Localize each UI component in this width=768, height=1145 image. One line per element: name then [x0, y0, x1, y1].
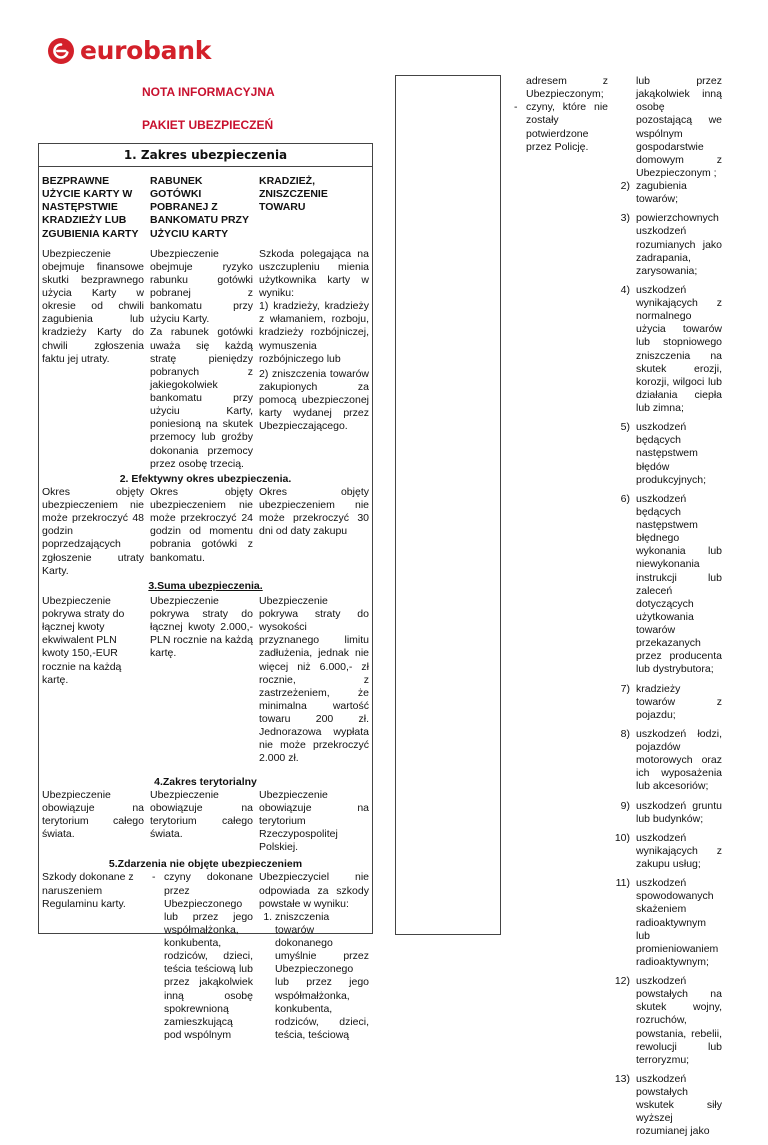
section4-col2: Ubezpieczenie obowiązuje na terytorium całego świata. [150, 788, 253, 840]
section5-col3-item: 1. zniszczenia towarów dokonanego umyślnie przez Ubezpieczonego lub przez jego współmałżonka, konkubenta, rodziców, dzieci, teścia, teściową [275, 911, 369, 1042]
exclusion-item: 13) uszkodzeń powstałych wskutek siły wyższej rozumianej jako [614, 1072, 722, 1138]
section1-col3-c: 2) zniszczenia towarów zakupionych za pomocą ubezpieczonej karty wydanej przez Ubezpieczającego. [259, 367, 369, 433]
middle-column-frame [395, 75, 501, 935]
exclusion-item: 5) uszkodzeń będących następstwem błędów produkcyjnych; [620, 421, 707, 486]
section1-headers [39, 175, 372, 241]
header-atm-robbery: RABUNEK GOTÓWKI POBRANEJ Z BANKOMATU PRZY UŻYCIU KARTY [150, 175, 249, 240]
section1-title: 1. Zakres ubezpieczenia [39, 144, 372, 167]
section3-title: 3.Suma ubezpieczenia. [148, 579, 263, 592]
section5-col1: Szkody dokonane z naruszeniem Regulaminu karty. [42, 871, 134, 910]
section3-col1: Ubezpieczenie pokrywa straty do łącznej kwoty ekwiwalent PLN kwoty 150,-EUR rocznie na każdą kartę. [42, 594, 125, 686]
exclusion-item: 10) uszkodzeń wynikających z zakupu usług; [614, 831, 722, 870]
section3-col2: Ubezpieczenie pokrywa straty do łącznej kwoty 2.000,- PLN rocznie na każdą kartę. [150, 594, 253, 660]
section3-col3: Ubezpieczenie pokrywa straty do wysokości przyznanego limitu zadłużenia, jednak nie więcej niż 6.000,- zł rocznie, z zastrzeżeniem, że minimalna wartość towaru 200 zł. Jednorazowa wypłata nie może przekroczyć 2.000 zł. [259, 594, 369, 765]
exclusion-item: 9) uszkodzeń gruntu lub budynków; [620, 799, 722, 825]
exclusion-item: 7) kradzieży towarów z pojazdu; [620, 682, 722, 721]
section1-col2-a: Ubezpieczenie obejmuje ryzyko rabunku gotówki pobranej z bankomatu przy użyciu Karty. [150, 247, 253, 326]
section2-body [39, 486, 372, 578]
right-a-list [512, 101, 608, 154]
right-b-continuation: lub przez jakąkolwiek inną osobę pozostającą we wspólnym gospodarstwie domowym z Ubezpieczonym ; [636, 75, 722, 179]
logo-text: eurobank [80, 36, 212, 65]
section1-col3-a: Szkoda polegająca na uszczupleniu mienia użytkownika karty w wyniku: [259, 247, 369, 299]
section2-title: 2. Efektywny okres ubezpieczenia. [119, 472, 292, 485]
section5-col2-item: - czyny dokonane przez Ubezpieczonego lub przez jego współmałżonka, konkubenta, rodziców, dzieci, teścia teściową lub przez jakąkolwiek inną osobę spokrewnioną zamieszkującą pod wspólnym [164, 871, 253, 1042]
section1-col1: Ubezpieczenie obejmuje finansowe skutki bezprawnego użycia Karty w okresie od chwili zagubienia lub kradzieży Karty do chwili zgłoszenia faktu jej utraty. [42, 247, 144, 365]
eurobank-logo [48, 35, 211, 66]
section1-body [39, 248, 372, 471]
section4-body [39, 789, 372, 855]
eurobank-logo-icon [48, 38, 74, 64]
right-a-item: - czyny, które nie zostały potwierdzone przez Policję. [526, 101, 608, 154]
section1-col3 [256, 248, 372, 471]
header-goods-theft: KRADZIEŻ, ZNISZCZENIE TOWARU [259, 175, 328, 214]
right-a-continuation: adresem z Ubezpieczonym; [526, 75, 608, 101]
section4-title: 4.Zakres terytorialny [154, 775, 257, 788]
insurance-table [38, 143, 373, 1041]
section5-col2 [147, 871, 256, 1042]
section1-col2 [147, 248, 256, 471]
exclusions-list [612, 180, 722, 1139]
right-column-b [612, 75, 722, 1145]
section3-body [39, 595, 372, 766]
exclusion-item: 12) uszkodzeń powstałych na skutek wojny, rozruchów, powstania, rebelii, rewolucji lub terroryzmu; [614, 975, 722, 1066]
section1-col2-b: Za rabunek gotówki uważa się każdą stratę pieniędzy pobranych z jakiegokolwiek bankomatu przy użyciu Karty, poniesioną na skutek przemocy lub groźby dokonania przemocy przez osobę trzecią. [150, 326, 253, 470]
section5-col3 [256, 871, 372, 1042]
section5-col3-intro: Ubezpieczyciel nie odpowiada za szkody powstałe w wyniku: [259, 871, 369, 910]
exclusion-item: 2) zagubienia towarów; [620, 180, 687, 206]
section4-col3: Ubezpieczenie obowiązuje na terytorium Rzeczypospolitej Polskiej. [259, 788, 369, 854]
section2-col2: Okres objęty ubezpieczeniem nie może przekroczyć 24 godzin od momentu pobrania gotówki z bankomatu. [150, 485, 253, 564]
right-column-a [512, 75, 608, 154]
section4-col1: Ubezpieczenie obowiązuje na terytorium całego świata. [42, 788, 144, 840]
section5-col2-list [150, 871, 253, 1042]
header-card-misuse: BEZPRAWNE UŻYCIE KARTY W NASTĘPSTWIE KRADZIEŻY LUB ZGUBIENIA KARTY [42, 175, 139, 240]
section5-title: 5.Zdarzenia nie objęte ubezpieczeniem [108, 858, 303, 871]
exclusion-item: 3) powierzchownych uszkodzeń rozumianych jako zadrapania, zarysowania; [620, 212, 722, 277]
exclusion-item: 11) uszkodzeń spowodowanych skażeniem radioaktywnym lub promieniowaniem radioaktywnym; [615, 877, 719, 968]
document-subtitle: PAKIET UBEZPIECZEŃ [142, 118, 274, 132]
exclusion-item: 4) uszkodzeń wynikających z normalnego użycia towarów lub stopniowego zniszczenia na skutek erozji, korozji, wilgoci lub działania ciepła lub zimna; [620, 283, 722, 414]
document-title: NOTA INFORMACYJNA [142, 85, 275, 99]
exclusion-item: 8) uszkodzeń łodzi, pojazdów motorowych oraz ich wyposażenia lub akcesoriów; [620, 727, 722, 793]
section1-col3-b: 1) kradzieży, kradzieży z włamaniem, rozboju, kradzieży rozbójniczej, wymuszenia rozbójniczego lub [259, 300, 369, 365]
section5-body [39, 871, 372, 1042]
section5-col3-list [259, 911, 369, 1042]
section2-col3: Okres objęty ubezpieczeniem nie może przekroczyć 30 dni od daty zakupu [259, 485, 369, 538]
exclusion-item: 6) uszkodzeń będących następstwem błędnego wykonania lub niewykonania instrukcji lub zaleceń dotyczących użytkowania towarów przekazanych przez producenta lub dystrybutora; [620, 492, 722, 676]
section2-col1: Okres objęty ubezpieczeniem nie może przekroczyć 48 godzin poprzedzających zgłoszenie utraty Karty. [42, 485, 144, 577]
